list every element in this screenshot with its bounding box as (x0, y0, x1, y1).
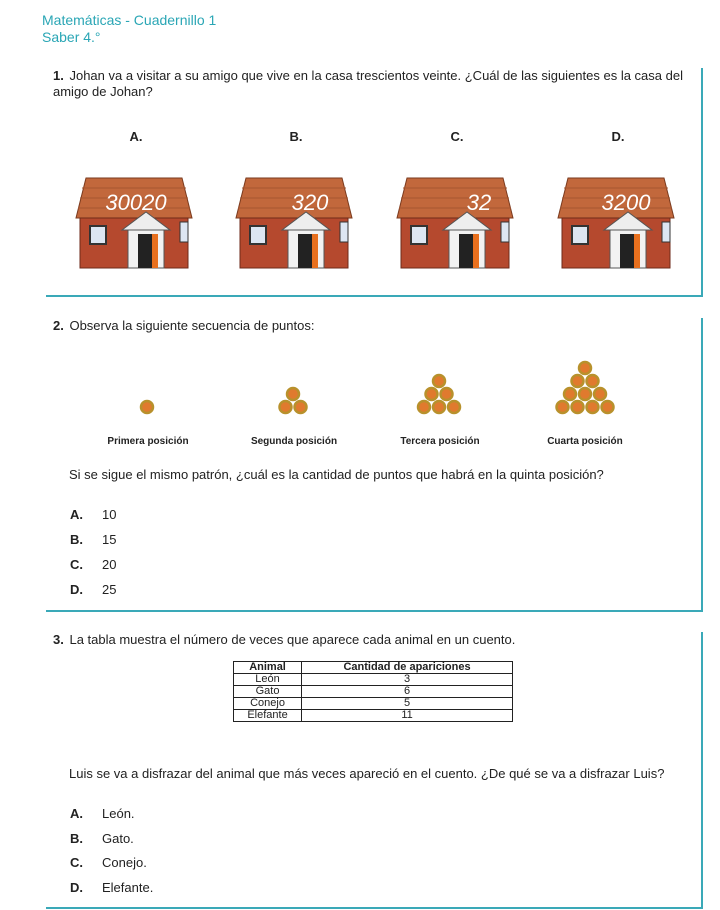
table-row (234, 674, 513, 686)
table-cell: 6 (302, 686, 513, 698)
house-number-a: 30020 (105, 190, 167, 215)
sequence-dot (295, 401, 307, 413)
table-row (234, 710, 513, 722)
question-number: 2. (53, 318, 64, 333)
document-header (42, 12, 216, 46)
q2-option-b[interactable] (70, 532, 116, 547)
table-header-count: Cantidad de apariciones (302, 662, 513, 674)
option-b-label[interactable]: B. (289, 129, 303, 144)
sequence-dot (587, 401, 599, 413)
house-option-a[interactable] (72, 170, 194, 270)
sequence-dot (280, 401, 292, 413)
option-text: León. (102, 806, 135, 821)
question-2-prompt: Si se sigue el mismo patrón, ¿cuál es la cantidad de puntos que habrá en la quinta posición? (69, 467, 604, 482)
question-number: 1. (53, 68, 64, 83)
sequence-dot (602, 401, 614, 413)
house-number-d: 3200 (601, 190, 651, 215)
sequence-dot (579, 388, 591, 400)
sequence-dot (594, 388, 606, 400)
house-option-c[interactable] (393, 170, 515, 270)
table-cell: 5 (302, 698, 513, 710)
option-text: Conejo. (102, 855, 147, 870)
sequence-dot (557, 401, 569, 413)
question-1-text (53, 68, 693, 100)
table-row (234, 698, 513, 710)
house-number-b: 320 (291, 190, 329, 215)
option-a-label[interactable]: A. (129, 129, 143, 144)
caption-position-4: Cuarta posición (547, 436, 623, 447)
question-stem: La tabla muestra el número de veces que aparece cada animal en un cuento. (69, 632, 516, 647)
caption-position-2: Segunda posición (250, 436, 338, 447)
header-grade: Saber 4.° (42, 29, 101, 45)
option-letter: B. (70, 831, 83, 846)
table-header-animal: Animal (234, 662, 302, 674)
option-letter: D. (70, 582, 83, 597)
option-letter: D. (70, 880, 83, 895)
sequence-dot (426, 388, 438, 400)
sequence-dot (564, 388, 576, 400)
question-2-text (53, 318, 693, 334)
option-letter: A. (70, 507, 83, 522)
question-stem: Johan va a visitar a su amigo que vive en la casa trescientos veinte. ¿Cuál de las siguientes es la casa del amigo de Johan? (53, 68, 683, 99)
option-d-label[interactable]: D. (611, 129, 625, 144)
sequence-dot (433, 401, 445, 413)
table-cell: 11 (302, 710, 513, 722)
option-text: 15 (102, 532, 117, 547)
question-number: 3. (53, 632, 64, 647)
sequence-dot (587, 375, 599, 387)
option-text: 10 (102, 507, 117, 522)
sequence-dot (433, 375, 445, 387)
option-text: 25 (102, 582, 117, 597)
option-text: Elefante. (102, 880, 154, 895)
sequence-dot (287, 388, 299, 400)
caption-position-3: Tercera posición (400, 436, 480, 447)
house-option-d[interactable] (554, 170, 676, 270)
sequence-dot (448, 401, 460, 413)
sequence-dot (441, 388, 453, 400)
table-row (234, 686, 513, 698)
sequence-dot (572, 375, 584, 387)
table-cell: León (234, 674, 302, 686)
q3-option-b[interactable] (70, 831, 134, 846)
dot-sequence-figure (0, 345, 720, 445)
q3-option-c[interactable] (70, 855, 147, 870)
house-number-c: 32 (466, 190, 492, 215)
sequence-dot (572, 401, 584, 413)
q2-option-c[interactable] (70, 557, 116, 572)
sequence-dot (418, 401, 430, 413)
q2-option-a[interactable] (70, 507, 116, 522)
q3-option-a[interactable] (70, 806, 135, 821)
table-cell: Elefante (234, 710, 302, 722)
table-cell: Gato (234, 686, 302, 698)
question-3-text (53, 632, 693, 648)
option-text: Gato. (102, 831, 134, 846)
sequence-dot (579, 362, 591, 374)
q3-option-d[interactable] (70, 880, 153, 895)
option-letter: C. (70, 557, 83, 572)
option-letter: C. (70, 855, 83, 870)
house-option-b[interactable] (232, 170, 354, 270)
option-c-label[interactable]: C. (450, 129, 464, 144)
sequence-dot (141, 401, 153, 413)
option-text: 20 (102, 557, 117, 572)
table-cell: 3 (302, 674, 513, 686)
q2-option-d[interactable] (70, 582, 116, 597)
question-stem: Observa la siguiente secuencia de puntos: (69, 318, 315, 333)
option-letter: B. (70, 532, 83, 547)
table-cell: Conejo (234, 698, 302, 710)
caption-position-1: Primera posición (107, 436, 189, 447)
animals-table (233, 661, 513, 722)
header-title: Matemáticas - Cuadernillo 1 (42, 12, 217, 28)
table-header-row (234, 662, 513, 674)
option-letter: A. (70, 806, 83, 821)
question-3-prompt: Luis se va a disfrazar del animal que más veces apareció en el cuento. ¿De qué se va a disfrazar Luis? (69, 766, 665, 781)
